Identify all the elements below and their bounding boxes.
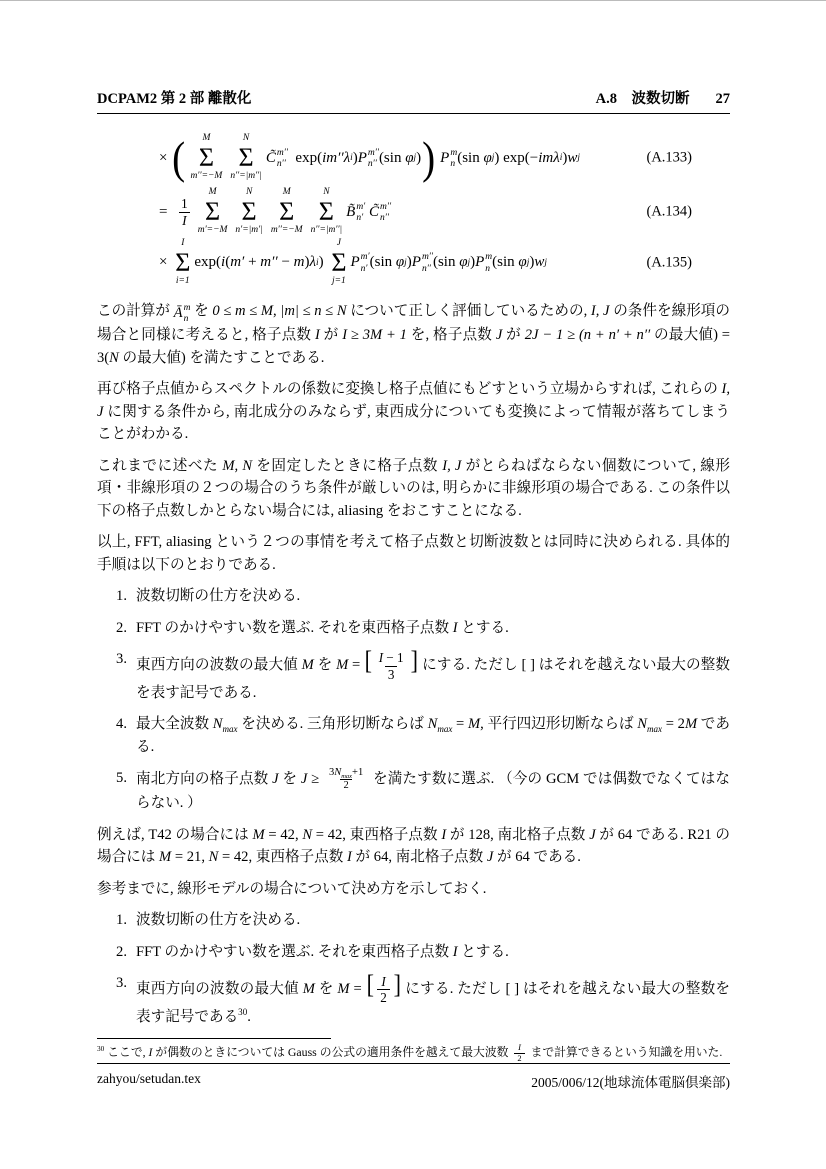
list-item: [97, 648, 730, 704]
paragraph-transform-info-loss: 再び格子点値からスペクトルの係数に変換し格子点値にもどすという立場からすれば, これらの I, J に関する条件から, 南北成分のみならず, 東西成分についても変換によって情報が落ちてしまうことがわかる.: [97, 381, 730, 443]
list-item-number: 4.: [116, 716, 127, 733]
equation-number: (A.134): [646, 203, 692, 220]
list-item-number: 1.: [116, 912, 127, 929]
header-right: [596, 87, 730, 108]
list-item-text: 波数切断の仕方を決める.: [136, 588, 301, 605]
footer-date-credit: 2005/006/12(地球流体電脳倶楽部): [531, 1075, 730, 1090]
paragraph-linear-model-intro: 参考までに, 線形モデルの場合について決め方を示しておく.: [97, 880, 487, 897]
procedure-list-linear: [97, 909, 730, 1028]
equation-number: (A.133): [646, 149, 692, 166]
list-item: [97, 909, 730, 932]
list-item-text: 南北方向の格子点数 J を J ≥ $\frac{3N_{max}+1}{2}$ を満たす数に選ぶ. （今の GCM では偶数でなくてはならない. ）: [136, 767, 730, 812]
list-item: [97, 972, 730, 1028]
list-item-text: FFT のかけやすい数を選ぶ. それを東西格子点数 I とする.: [136, 943, 509, 960]
list-item: [97, 713, 730, 758]
list-item: [97, 617, 730, 640]
page-header: [97, 87, 730, 114]
list-item-number: 1.: [116, 588, 127, 605]
equation-number: (A.135): [646, 254, 692, 271]
procedure-list-main: [97, 585, 730, 814]
equations-block: [97, 130, 730, 288]
equation-content: = $\frac{1}{I}$ M Σ m′=−M N Σ n′=|m′| M Σ m′′=−M N Σ n′′=|m′′| B̃ m′ n′ C̃ m′′ n′′: [159, 187, 392, 235]
list-item: [97, 767, 730, 815]
equation-line: [97, 187, 730, 237]
paragraph-conditions: この計算が Ā m n を 0 ≤ m ≤ M, |m| ≤ n ≤ N について正しく評価しているための, I, J の条件を線形項の場合と同様に考えると, 格子点数 I が I ≥ 3M + 1 を, 格子点数 J が 2J − 1 ≥ (n + n′ + n′′ の最大値) = 3(N の最大値) を満たすことである.: [97, 302, 731, 366]
equation-content: × ( M Σ m′′=−M N Σ n′′=|m′′| C̃ m′′ n′′ exp( im′′λ i ) P m′′ n′′ (sin φ j ) ) P m n (sin φ j ) exp(− imλ i ) w j: [159, 132, 580, 183]
list-item: [97, 941, 730, 964]
list-item-text: FFT のかけやすい数を選ぶ. それを東西格子点数 I とする.: [136, 619, 509, 636]
list-item: [97, 585, 730, 608]
page-footer: [97, 1063, 730, 1091]
equation-line: [97, 130, 730, 186]
header-part-title: DCPAM2 第 2 部 離散化: [97, 91, 252, 107]
paragraph-examples-t42-r21: 例えば, T42 の場合には M = 42, N = 42, 東西格子点数 I が 128, 南北格子点数 J が 64 である. R21 の場合には M = 21, N = 42, 東西格子点数 I が 64, 南北格子点数 J が 64 である.: [97, 826, 731, 866]
equation-content: × I Σ i=1 exp( i ( m′ + m′′ − m ) λ i ) J Σ j=1 P m′ n′ (sin φ j ) P m′′ n′′ (sin φ j ) P m n (sin φ j ) w j: [159, 238, 547, 286]
header-page-number: 27: [715, 91, 730, 107]
header-section-title: A.8 波数切断: [595, 91, 690, 107]
list-item-text: 最大全波数 $N_{max}$ を決める. 三角形切断ならば $N_{max} = M$, 平行四辺形切断ならば $N_{max} = 2M$ である.: [136, 716, 731, 755]
list-item-text: 東西方向の波数の最大値 M を M = [ $\frac{I}{2}$ ] にする. ただし [ ] はそれを越えない最大の整数を表す記号である$^{30}$.: [136, 970, 730, 1025]
footer-filename: zahyou/setudan.tex: [97, 1071, 201, 1086]
list-item-number: 3.: [116, 975, 127, 992]
list-item-number: 5.: [116, 770, 127, 787]
list-item-text: 東西方向の波数の最大値 M を M = [ $\frac{I - 1}{3}$ ] にする. ただし [ ] はそれを越えない最大の整数を表す記号である.: [136, 646, 730, 701]
list-item-number: 3.: [116, 651, 127, 668]
list-item-number: 2.: [116, 619, 127, 636]
footnote-rule: [97, 1038, 331, 1039]
list-item-number: 2.: [116, 943, 127, 960]
paragraph-procedure-intro: 以上, FFT, aliasing という２つの事情を考えて格子点数と切断波数とは同時に決められる. 具体的手順は以下のとおりである.: [97, 534, 730, 573]
equation-line: [97, 238, 730, 288]
list-item-text: 波数切断の仕方を決める.: [136, 912, 301, 929]
paragraph-nonlinear-strict: これまでに述べた M, N を固定したときに格子点数 I, J がとらねばならない個数について, 線形項・非線形項の２つの場合のうち条件が厳しいのは, 明らかに非線形項の場合である. この条件以下の格子点数しかとらない場合には, aliasing をおこすことになる.: [97, 457, 731, 519]
footnote-text: $^{30}$ ここで, I が偶数のときについては Gauss の公式の適用条件を越えて最大波数 $\frac{I}{2}$ まで計算できるという知識を用いた.: [97, 1042, 723, 1063]
